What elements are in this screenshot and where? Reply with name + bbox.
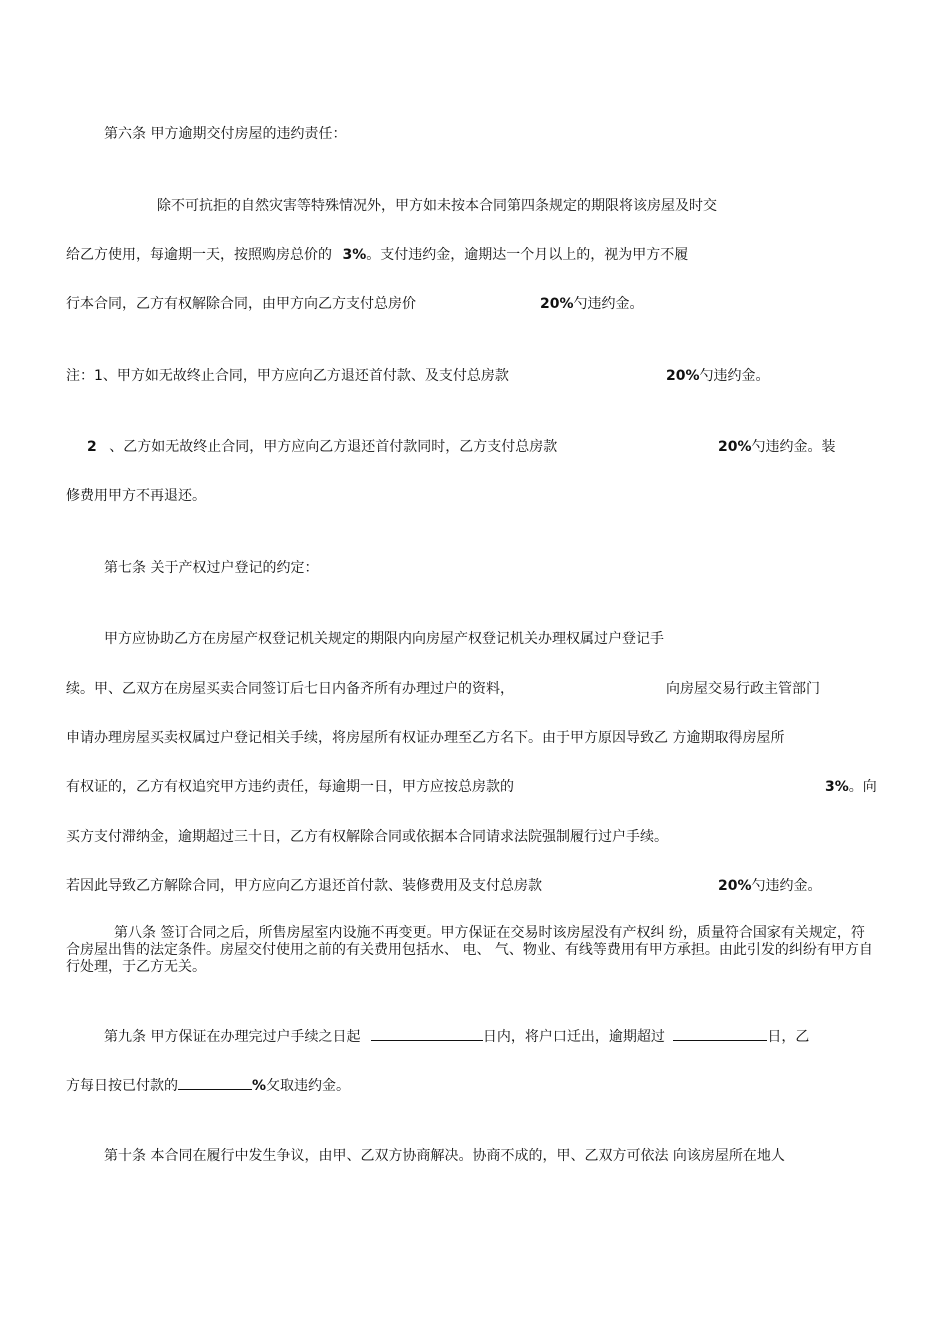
- days-blank-2[interactable]: [673, 1026, 767, 1041]
- note-2-amount: [718, 438, 836, 456]
- percent-sign: %: [252, 1078, 267, 1094]
- article-10-line-1: 第十条 本合同在履行中发生争议，由甲、乙双方协商解决。协商不成的，甲、乙双方可依法 向该房屋所在地人: [104, 1148, 785, 1164]
- article-9-text-2: 日内，将户口迁出，逾期超过: [482, 1029, 665, 1045]
- article-7-line-6-tail: 勺违约金。: [751, 878, 822, 894]
- article-7-line-4-rate: [825, 778, 877, 796]
- article-7-line-6-amount: [718, 877, 822, 895]
- article-7-line-2: 续。甲、乙双方在房屋买卖合同签订后七日内备齐所有办理过户的资料，: [66, 681, 514, 697]
- article-6-line-2-tail: 。支付违约金，逾期达一个月以上的，视为甲方不履: [366, 247, 689, 263]
- article-9-text-1: 第九条 甲方保证在办理完过户手续之日起: [104, 1029, 361, 1045]
- note-1-amount: [666, 367, 770, 385]
- note-1-percent: 20%: [666, 368, 700, 384]
- article-9-text-3: 日，乙: [767, 1029, 810, 1045]
- article-6-line-1: 除不可抗拒的自然灾害等特殊情况外，甲方如未按本合同第四条规定的期限将该房屋及时交: [157, 198, 717, 214]
- article-7-heading: 第七条 关于产权过户登记的约定：: [104, 560, 319, 576]
- penalty-percent: 20%: [540, 296, 574, 312]
- article-6-line-2: [66, 246, 688, 264]
- article-6-line-3-text: 行本合同，乙方有权解除合同，由甲方向乙方支付总房价: [66, 296, 416, 312]
- article-7-line-6: 若因此导致乙方解除合同，甲方应向乙方退还首付款、装修费用及支付总房款: [66, 878, 542, 894]
- article-9-text-5: 攵取违约金。: [266, 1078, 351, 1094]
- article-7-line-1: 甲方应协助乙方在房屋产权登记机关规定的期限内向房屋产权登记机关办理权属过户登记手: [104, 631, 664, 647]
- article-7-line-4-tail: 。向: [848, 779, 877, 795]
- note-2-text: 、乙方如无故终止合同，甲方应向乙方退还首付款同时，乙方支付总房款: [109, 439, 558, 455]
- article-7-line-4: 有权证的，乙方有权追究甲方违约责任，每逾期一日，甲方应按总房款的: [66, 779, 514, 795]
- article-7-penalty-percent: 20%: [718, 878, 752, 894]
- note-2-number: 2: [87, 439, 97, 455]
- note-1: 注：1、甲方如无故终止合同，甲方应向乙方退还首付款、及支付总房款: [66, 368, 509, 384]
- article-9-line-1: [104, 1026, 809, 1046]
- article-6-line-3-tail: 勺违约金。: [573, 296, 644, 312]
- note-2-continued: 修费用甲方不再退还。: [66, 488, 206, 504]
- article-9-text-4: 方每日按已付款的: [66, 1078, 178, 1094]
- article-6-heading: 第六条 甲方逾期交付房屋的违约责任：: [104, 126, 347, 142]
- article-6-line-3-amount: [540, 295, 644, 313]
- days-blank-1[interactable]: [371, 1026, 483, 1041]
- article-9-line-2: [66, 1075, 350, 1095]
- percent-blank[interactable]: [178, 1075, 252, 1090]
- late-fee-rate: 3%: [825, 779, 849, 795]
- penalty-rate: 3%: [342, 247, 367, 263]
- note-2: [87, 438, 557, 456]
- article-8-paragraph: 第八条 签订合同之后，所售房屋室内设施不再变更。甲方保证在交易时该房屋没有产权纠 纷，质量符合国家有关规定，符合房屋出售的法定条件。房屋交付使用之前的有关费用包括水、 电、 气、物业、有线等费用有甲方承担。由此引发的纠纷有甲方自行处理，于乙方无关。: [66, 925, 873, 975]
- article-7-line-5: 买方支付滞纳金，逾期超过三十日，乙方有权解除合同或依据本合同请求法院强制履行过户手续。: [66, 829, 668, 845]
- article-6-line-2-text: 给乙方使用，每逾期一天，按照购房总价的: [66, 247, 332, 263]
- note-1-tail: 勺违约金。: [699, 368, 770, 384]
- article-7-line-3: 申请办理房屋买卖权属过户登记相关手续，将房屋所有权证办理至乙方名下。由于甲方原因导致乙 方逾期取得房屋所: [66, 730, 785, 746]
- note-2-tail: 勺违约金。装: [751, 439, 836, 455]
- article-6-line-3: [66, 295, 416, 313]
- note-2-percent: 20%: [718, 439, 752, 455]
- article-7-line-2-tail: 向房屋交易行政主管部门: [666, 681, 820, 697]
